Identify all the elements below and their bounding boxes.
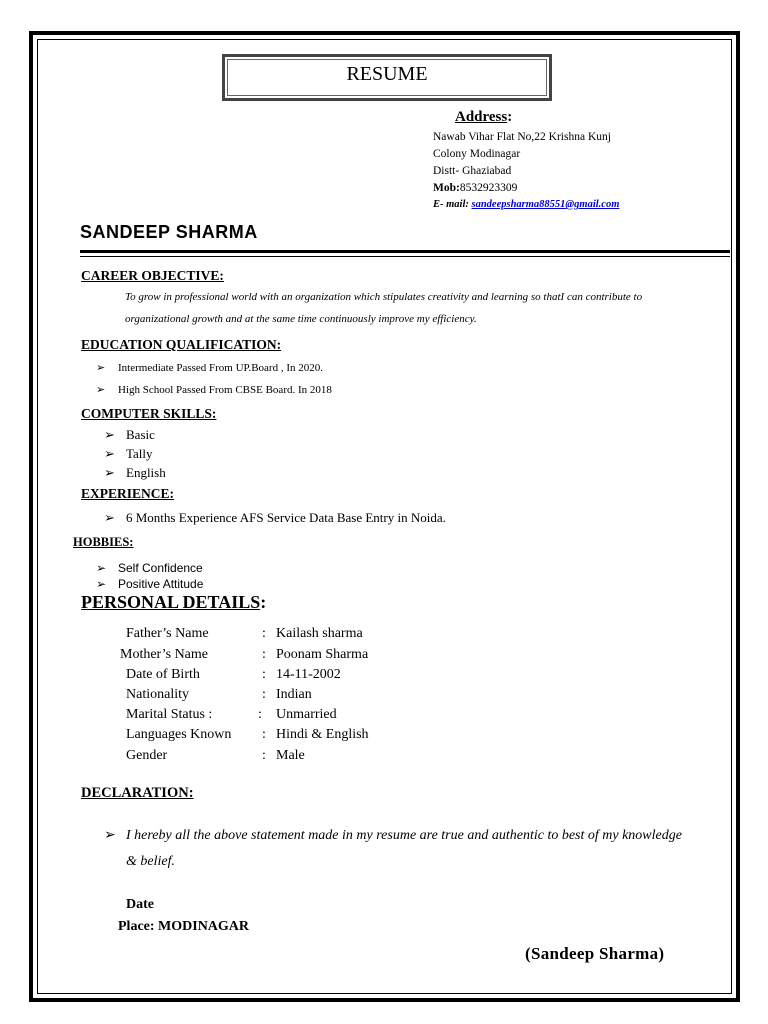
pd-sep: : xyxy=(258,707,262,722)
date-label: Date xyxy=(126,897,154,912)
bullet-arrow-icon: ➢ xyxy=(96,577,107,591)
career-objective-heading: CAREER OBJECTIVE: xyxy=(81,268,224,283)
address-heading: Address: xyxy=(455,109,513,125)
signature-name: (Sandeep Sharma) xyxy=(525,944,665,963)
bullet-arrow-icon: ➢ xyxy=(104,446,115,461)
bullet-arrow-icon: ➢ xyxy=(104,427,115,442)
hobbies-heading: HOBBIES: xyxy=(73,535,134,549)
pd-label-father: Father’s Name xyxy=(126,626,209,641)
bullet-arrow-icon: ➢ xyxy=(96,561,107,575)
address-line-3: Distt- Ghaziabad xyxy=(433,165,512,177)
computer-skills-heading: COMPUTER SKILLS: xyxy=(81,406,217,421)
pd-label-dob: Date of Birth xyxy=(126,667,200,682)
place-line: Place: MODINAGAR xyxy=(118,919,250,934)
career-objective-line-2: organizational growth and at the same time continuously improve my efficiency. xyxy=(125,313,477,325)
declaration-heading: DECLARATION: xyxy=(81,785,194,801)
pd-sep: : xyxy=(262,748,266,763)
bullet-arrow-icon: ➢ xyxy=(96,384,106,396)
pd-label-languages: Languages Known xyxy=(126,727,232,742)
bullet-arrow-icon: ➢ xyxy=(104,465,115,480)
experience-heading: EXPERIENCE: xyxy=(81,486,175,501)
pd-value-gender: Male xyxy=(276,748,305,763)
divider-thick xyxy=(80,250,730,253)
hobby-item-1: ➢ Self Confidence xyxy=(96,561,203,575)
pd-value-languages: Hindi & English xyxy=(276,727,369,742)
skill-item-3: ➢ English xyxy=(104,465,166,480)
education-item-2: ➢ High School Passed From CBSE Board. In 2018 xyxy=(96,384,332,396)
declaration-line-2: & belief. xyxy=(126,854,175,869)
pd-value-nationality: Indian xyxy=(276,687,312,702)
resume-title-box xyxy=(222,54,552,101)
pd-sep: : xyxy=(262,727,266,742)
pd-value-dob: 14-11-2002 xyxy=(276,667,341,682)
bullet-arrow-icon: ➢ xyxy=(104,510,115,525)
education-heading: EDUCATION QUALIFICATION: xyxy=(81,337,282,352)
bullet-arrow-icon: ➢ xyxy=(96,362,106,374)
bullet-arrow-icon: ➢ xyxy=(104,828,116,843)
divider-thin xyxy=(80,256,730,257)
pd-label-nationality: Nationality xyxy=(126,687,189,702)
address-line-1: Nawab Vihar Flat No,22 Krishna Kunj xyxy=(433,131,611,143)
address-line-2: Colony Modinagar xyxy=(433,148,521,160)
pd-value-marital: Unmarried xyxy=(276,707,337,722)
personal-details-heading: PERSONAL DETAILS: xyxy=(81,592,267,612)
experience-item-1: ➢ 6 Months Experience AFS Service Data Base Entry in Noida. xyxy=(104,510,446,525)
pd-value-father: Kailash sharma xyxy=(276,626,363,641)
education-item-1: ➢ Intermediate Passed From UP.Board , In 2020. xyxy=(96,362,323,374)
skill-item-2: ➢ Tally xyxy=(104,446,153,461)
career-objective-line-1: To grow in professional world with an organization which stipulates creativity and learning so thatI can contribute to xyxy=(125,291,643,303)
pd-label-mother: Mother’s Name xyxy=(120,647,208,662)
pd-sep: : xyxy=(262,667,266,682)
hobby-item-2: ➢ Positive Attitude xyxy=(96,577,204,591)
resume-title: RESUME xyxy=(346,63,428,85)
pd-label-marital: Marital Status : xyxy=(126,707,213,722)
email-line: E- mail: sandeepsharma88551@gmail.com xyxy=(433,199,620,210)
email-link[interactable]: sandeepsharma88551@gmail.com xyxy=(471,199,620,210)
declaration-line-1: ➢ I hereby all the above statement made in my resume are true and authentic to best of my knowledge xyxy=(104,828,682,843)
pd-sep: : xyxy=(262,687,266,702)
pd-label-gender: Gender xyxy=(126,748,168,763)
candidate-name: SANDEEP SHARMA xyxy=(80,222,258,242)
skill-item-1: ➢ Basic xyxy=(104,427,155,442)
mobile-line: Mob:8532923309 xyxy=(433,182,518,194)
pd-value-mother: Poonam Sharma xyxy=(276,647,369,662)
pd-sep: : xyxy=(262,647,266,662)
pd-sep: : xyxy=(262,626,266,641)
